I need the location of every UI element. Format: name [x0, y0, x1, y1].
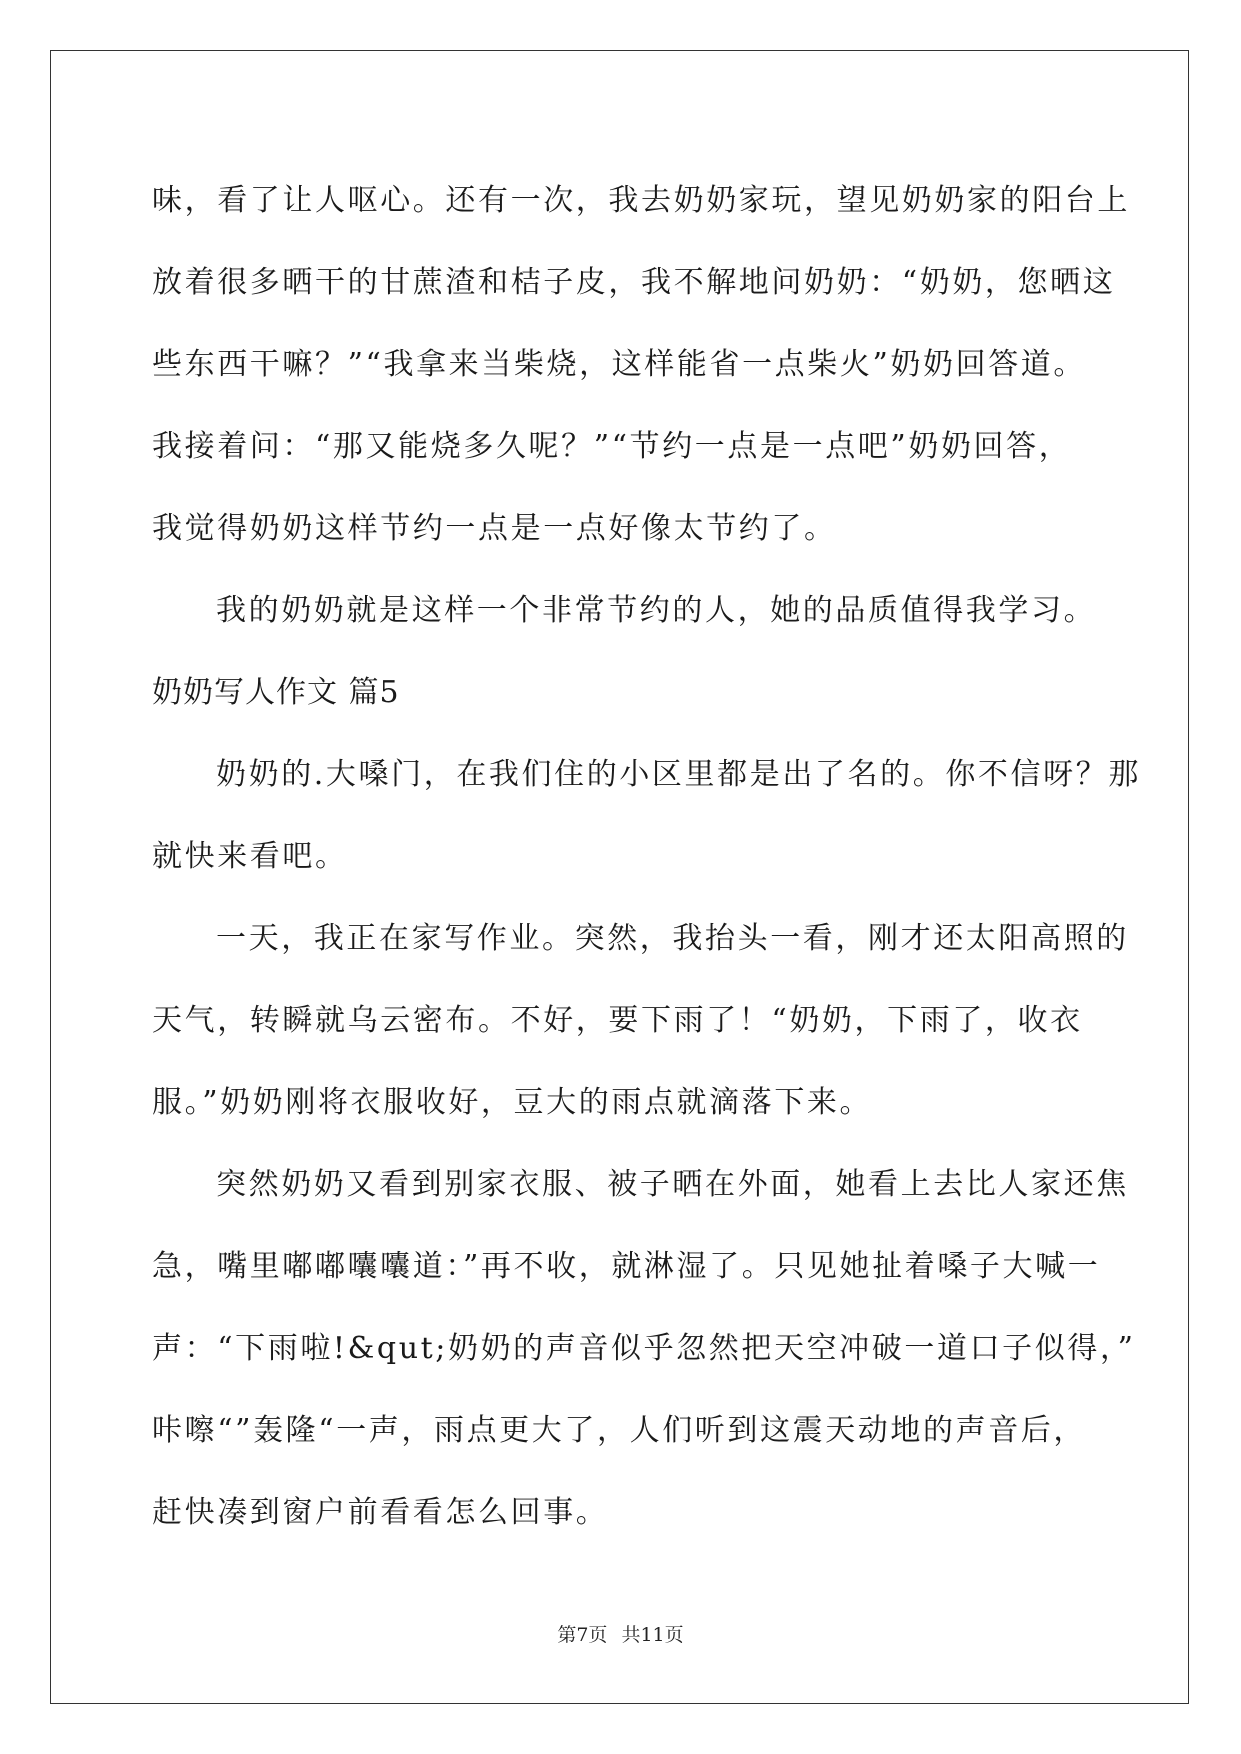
text-line: 奶奶的.大嗓门，在我们住的小区里都是出了名的。你不信呀？那	[216, 757, 1141, 792]
text-line: 赶快凑到窗户前看看怎么回事。	[152, 1495, 609, 1530]
text-line: 我觉得奶奶这样节约一点是一点好像太节约了。	[152, 511, 837, 546]
text-line: 我接着问：“那又能烧多久呢？”“节约一点是一点吧”奶奶回答，	[152, 429, 1072, 464]
section-heading: 奶奶写人作文 篇5	[152, 675, 400, 710]
text-line: 些东西干嘛？”“我拿来当柴烧，这样能省一点柴火”奶奶回答道。	[152, 347, 1087, 382]
document-body	[152, 160, 1141, 1554]
text-line: 味，看了让人呕心。还有一次，我去奶奶家玩，望见奶奶家的阳台上	[152, 183, 1130, 218]
page-number: 第7页	[557, 1624, 608, 1646]
text-line: 咔嚓“”轰隆“一声，雨点更大了，人们听到这震天动地的声音后，	[152, 1413, 1087, 1448]
text-line: 我的奶奶就是这样一个非常节约的人，她的品质值得我学习。	[216, 593, 1097, 628]
text-line: 急，嘴里嘟嘟囔囔道：”再不收，就淋湿了。只见她扯着嗓子大喊一	[152, 1249, 1101, 1284]
text-line: 服。”奶奶刚将衣服收好，豆大的雨点就滴落下来。	[152, 1085, 873, 1120]
text-line: 一天，我正在家写作业。突然，我抬头一看，刚才还太阳高照的	[216, 921, 1129, 956]
text-line: 放着很多晒干的甘蔗渣和桔子皮，我不解地问奶奶：“奶奶，您晒这	[152, 265, 1116, 300]
text-line: 就快来看吧。	[152, 839, 348, 874]
text-line: 突然奶奶又看到别家衣服、被子晒在外面，她看上去比人家还焦	[216, 1167, 1129, 1202]
text-line: 天气，转瞬就乌云密布。不好，要下雨了！“奶奶，下雨了，收衣	[152, 1003, 1083, 1038]
page-total: 共11页	[621, 1624, 684, 1646]
text-line: 声：“下雨啦!&qut;奶奶的声音似乎忽然把天空冲破一道口子似得，”	[152, 1331, 1136, 1366]
page-footer	[0, 1620, 1241, 1647]
